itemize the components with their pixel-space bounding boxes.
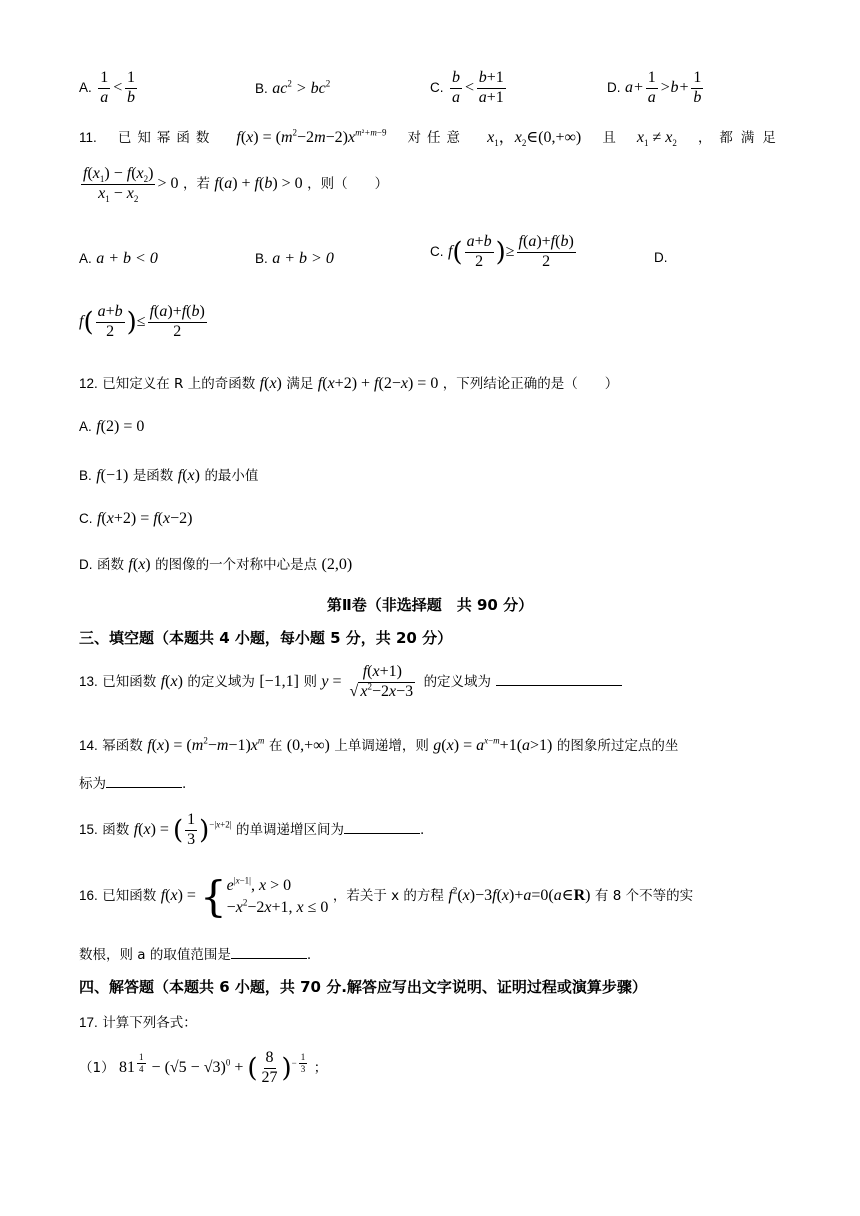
q15-answer-blank[interactable] xyxy=(344,819,420,834)
q11-option-d: f( $\frac{a+b}{2}$ )≤ $\frac{f(a)+f(b)}{2}$ xyxy=(79,303,205,340)
q16-line2: 数根，则 a 的取值范围是 . xyxy=(79,943,311,963)
q12-option-b: B. f(−1) 是函数 f(x) 的最小值 xyxy=(79,467,259,484)
part2-title: 第Ⅱ卷（非选择题 共 90 分） xyxy=(326,596,534,614)
q13: 13. 已知函数 f(x) 的定义域为 [−1,1] 则 y = $\frac{f(x+1)}{√ x^2-2x-3}$ 的定义域为 xyxy=(79,664,622,701)
section3-title: 三、填空题（本题共 4 小题，每小题 5 分，共 20 分） xyxy=(79,629,453,647)
q11-stem-line2: $\frac{f(x_1) - f(x_2)}{x_1 - x_2}$ > 0 ，若 f(a) + f(b) > 0 ，则（ ） xyxy=(83,165,389,204)
q11-option-a: A. a + b < 0 xyxy=(79,250,158,267)
q15: 15. 函数 f(x) = ( $\frac{1}{3}$ )$^{-|x+2|}$ 的单调递增区间为 . xyxy=(79,811,425,848)
q12-option-a: A. f(2) = 0 xyxy=(79,418,145,435)
q11-stem-line1: 11. 已知幂函数 $f(x) = (m^2-2m-2)x^{m^2+m-9}$ 对任意 $x_1$，$x_2\in(0,+\infty)$ 且 $x_1 \ne x_2$ ，都满足 xyxy=(79,127,784,149)
q14-line1: 14. 幂函数 $f(x) = (m^2-m-1)x^m$ 在 (0,+∞) 上单调递增，则 $g(x) = a^{x-m}+1(a>1)$ 的图象所过定点的坐 xyxy=(79,735,679,754)
q17-stem: 17. 计算下列各式： xyxy=(79,1015,197,1031)
q12-option-c: C. f(x+2) = f(x−2) xyxy=(79,510,193,527)
q16-line1: 16. 已知函数 f(x) = { $e^{|x-1|}$, x > 0 $-x^2-2x+1$, x ≤ 0 ，若关于 x 的方程 $f^2(x)-3f(x)+a=0(a\in R)$ 有 8 个不等的实 xyxy=(79,872,694,921)
q10-option-b: B. $ac^2 > bc^2$ xyxy=(255,78,331,97)
q13-answer-blank[interactable] xyxy=(496,671,622,686)
q12-option-d: D. 函数 f(x) 的图像的一个对称中心是点 (2,0) xyxy=(79,556,353,573)
section4-title: 四、解答题（本题共 6 小题，共 70 分.解答应写出文字说明、证明过程或演算步骤） xyxy=(79,978,647,996)
q11-option-d-label: D. xyxy=(654,250,668,265)
q14-answer-blank[interactable] xyxy=(106,773,182,788)
q16-answer-blank[interactable] xyxy=(231,944,307,959)
q14-line2: 标为 . xyxy=(79,772,186,792)
q10-option-d: D. a+ $\frac{1}{a}$ >b+ $\frac{1}{b}$ xyxy=(607,69,702,106)
q17-part1: （1） 81 $^{\frac{1}{4}}$ − $(√5 - √3)^0$ + ( $\frac{8}{27}$ )$^{- \frac{1}{3}}$ ； xyxy=(79,1049,328,1086)
q11-option-c: C. f( $\frac{a+b}{2}$ )≥ $\frac{f(a)+f(b)}{2}$ xyxy=(430,233,574,270)
q11-option-b: B. a + b > 0 xyxy=(255,250,334,267)
q10-option-a: A. $\frac{1}{a}$ < $\frac{1}{b}$ xyxy=(79,69,136,106)
q12-stem: 12. 已知定义在 R 上的奇函数 f(x) 满足 f(x+2) + f(2−x) = 0 ，下列结论正确的是（ ） xyxy=(79,375,619,392)
q10-option-c: C. $\frac{b}{a}$ < $\frac{b+1}{a+1}$ xyxy=(430,69,504,106)
